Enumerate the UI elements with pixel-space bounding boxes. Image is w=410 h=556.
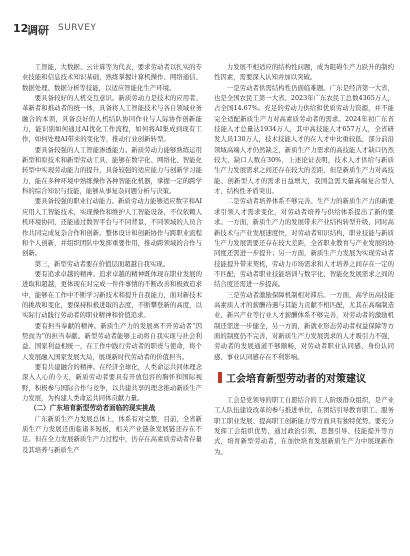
paragraph: 要有共建融合的精神。在经济全球化，人类命运共同体理念深入人心的今天，新质劳动者要具有开放包容的胸怀和国际视野，积极参与国际合作与竞争，以共建共享的理念推动新质生产力发展，为构建人类命运共同体贡献力量。: [22, 362, 202, 402]
paragraph: 三是劳动者激励保障机制相对滞后。一方面，高学历高技能高素质人才的薪酬待遇与其能力贡献不相匹配，尤其在高端制造业、新兴产业等行业人才薪酬体系不够完善，对劳动者的激励机制还需进一步健全，另一方面，新就业形态劳动者权益保障等方面的制度仍不完善，对新质生产力发展需求的人才吸引力不强，劳动者的发展通道不够顺畅，对劳动者职业认同感、身份认同感、事业认同感存在不利影响。: [214, 290, 394, 361]
paragraph: 第三，新型劳动者要在价值层面超越自我实现。: [34, 259, 169, 268]
paragraph: 一是劳动者供需结构性仍面临难题。广东是经济第一大省，也是全国农民工第一大省。2023年广东农民工总数4365万人，占全国14.67%。充足的劳动力供给和优质劳动力资源，并不能完全适配新质生产力对高素质劳动者的需求。2024年初广东省技能人才总量达1934万人，其中高技能人才657万人，全省研发人员130万人，技术技能人才的在人才中比重较低，部分前沿领域高端人才仍然缺乏，新质生产力需求的高技能人才缺口仍然较大，缺口人数在30%，上述论证表明，技术人才供给与新质生产力发展需求之间还存在较大的差距，但是新质生产力对高技能、创新型人才的需求日益增大，我国急需大量高端复合型人才、结构性矛盾突出。: [214, 83, 394, 196]
section-title: 调研: [27, 24, 49, 37]
left-column: [22, 62, 202, 455]
heading-marker: [218, 372, 222, 383]
page-number: 12: [13, 22, 29, 35]
page-header: [0, 0, 410, 42]
paragraph: 要有追求卓越的精神。追求卓越的精神既体现在职业发展的进取和超越，更体现在对完成一件件事情的不断改善和极致追求中，能够在工作中不断学习新技术和提升自我能力，面对新技术的挑战和变化，要保持积极进取的态度，不断攀登新的高度，以实际行动践行劳动者的职业精神和价值追求。: [22, 269, 202, 320]
section-title-english: SURVEY: [58, 23, 97, 33]
paragraph: 要具备较强的职业行动能力。新质劳动力能够适应数字和AI应用人工智能技术，实现操作和维护人工智能设备，不仅依赖人机环境协同，还能通过数智平台与不同背景、不同领域的人员合作共同完成复杂合作和创新。整体设计和创新协作与跨职业流程和个人创新，并组织团队中发挥重要作用，推动跨领域的合作与创新。: [22, 197, 202, 258]
paragraph: 广东新质生产力发展总体上，体系有对完整，目前，全省新质生产力发展还面临诸多短板，相关产业链条发展链还存在不足。但在全力发展新质生产力过程中，仍存在高素质劳动者存量及其培养与新质生产: [22, 414, 202, 454]
paragraph: 要有担当奉献的精神。新质生产力的发展离不开劳动者“因势而为”的担当奉献。新型劳动者能够主动将自我实现与社会利益、国家利益相统一，在工作中践行劳动者的职责与使命，将个人发展融入国家发展大局，展现新时代劳动者的价值担当。: [22, 321, 202, 361]
paragraph: 要具备较强的人工智能渗透能力。新质劳动力能够熟练运用新型和原技术和新型劳动工具，能够在数字化、网络化、智能化转型中实现劳动能力的提升，具备较强的适应能力与创新学习能力，能在多种环境中熟练操作各种智能化机器，掌握一定的跨学科的综合知识与技能，能够从事复杂问题分析与决策。: [22, 145, 202, 196]
paragraph: 工会是党领导的职工自愿结合的工人阶级群众组织，是产业工人队伍建设改革的参与推进单位，在团结引导教育职工、服务职工职业发展、提高职工创新能力等方面具有独特优势。要充分发挥工会组织优势，通过政治引领、思想引导、技能提升等方式，培育新型劳动者，在加快培育发展新质生产力中展现新作为。: [214, 395, 394, 456]
subsection-heading: （二）广东培育新型劳动者面临的现实挑战: [30, 404, 156, 413]
section-heading-text: 工会培育新型劳动者的对策建议: [226, 373, 366, 385]
paragraph: 工智能、大数据、云计算等为代表，要求劳动者以扎实的专业技能和信息技术知识基础，熟练掌握计算机操作、网络通信、数据处理、数据分析等技能，以适应智能化生产环境。: [22, 63, 202, 92]
paragraph: 二是劳动者培养体系不够完善。生产力的新质生产力的新要求引领人才需求变化，对劳动者培养与供给体系提出了新的要求。一方面，新质生产力的发展带来产业结构转型升级，同时高新技术与产业发展速度快，对劳动者知识结构，职业技能与新质生产力发展需要还存在较大差距，全省职业教育与产业发展的协同度还需进一步提升；另一方面，新质生产力发展为实现劳动者技能提升带来契机，劳动力市场需求和人才培养之间存在一定的不匹配，劳动者职业技能培训与数字化、智能化发展需求之间的结合度还需进一步提高。: [214, 197, 394, 289]
paragraph: 力发展不相适应的结构性问题，成为阻碍生产力跃升的制约性因素，需要深入认知并加以突破。: [214, 63, 394, 82]
section-heading: [214, 372, 394, 387]
paragraph: 要具备较好的人机交互意识。新质劳动力是技术的应用者、革新者和推动者的统一体，具备将人工智能技术与各自领域业务融合的本领，具备良好的人机结队协同作业与人际协作创新能力，能识别如何通过AI优化工作流程，如何将AI集成到现有工作，如何处理AI带来的变化等，推动行业创新转型。: [22, 94, 202, 144]
right-column: [214, 62, 394, 457]
